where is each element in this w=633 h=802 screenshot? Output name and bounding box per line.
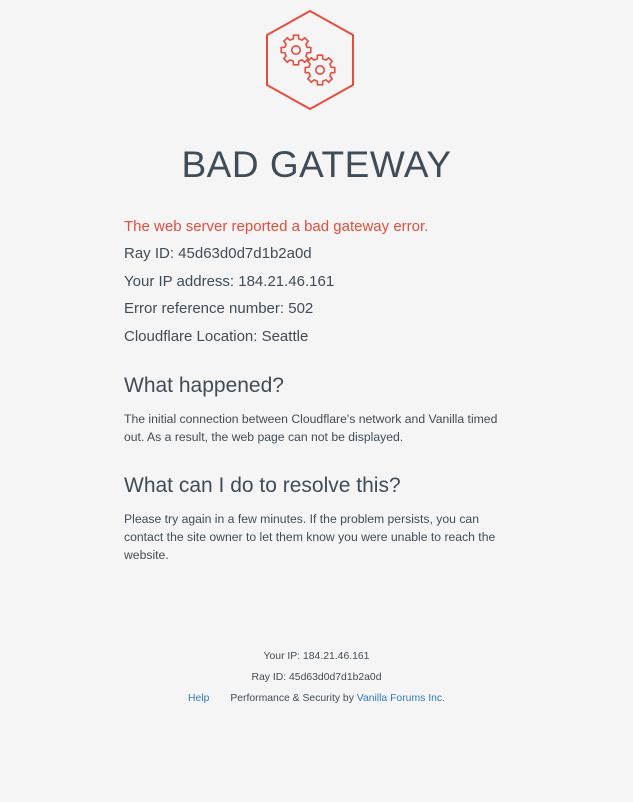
vanilla-forums-link[interactable]: Vanilla Forums Inc. <box>356 693 445 704</box>
help-link[interactable]: Help <box>188 693 210 704</box>
error-details <box>124 217 514 562</box>
footer-ip: Your IP: 184.21.46.161 <box>263 651 370 662</box>
ray-id: Ray ID: 45d63d0d7d1b2a0d <box>124 245 312 262</box>
error-message: The web server reported a bad gateway error. <box>124 218 429 235</box>
resolve-title: What can I do to resolve this? <box>124 474 401 497</box>
performance-text: Performance & Security by <box>230 693 357 704</box>
footer-ray-id: Ray ID: 45d63d0d7d1b2a0d <box>251 672 382 683</box>
resolve-text: Please try again in a few minutes. If the problem persists, you can contact the site owner to let them know you were unable to reach the website. <box>124 512 496 562</box>
gears-hexagon-icon <box>264 9 356 111</box>
page-title: BAD GATEWAY <box>181 144 452 185</box>
footer <box>0 650 633 713</box>
gear-icon <box>305 55 335 85</box>
what-happened-title: What happened? <box>124 374 284 397</box>
ip-address: Your IP address: 184.21.46.161 <box>124 272 335 290</box>
gear-icon <box>281 35 311 65</box>
what-happened-text: The initial connection between Cloudflare's network and Vanilla timed out. As a result, the web page can not be displayed. <box>124 412 498 444</box>
footer-links <box>0 692 633 706</box>
cloudflare-location: Cloudflare Location: Seattle <box>124 327 309 345</box>
error-reference: Error reference number: 502 <box>124 300 314 317</box>
